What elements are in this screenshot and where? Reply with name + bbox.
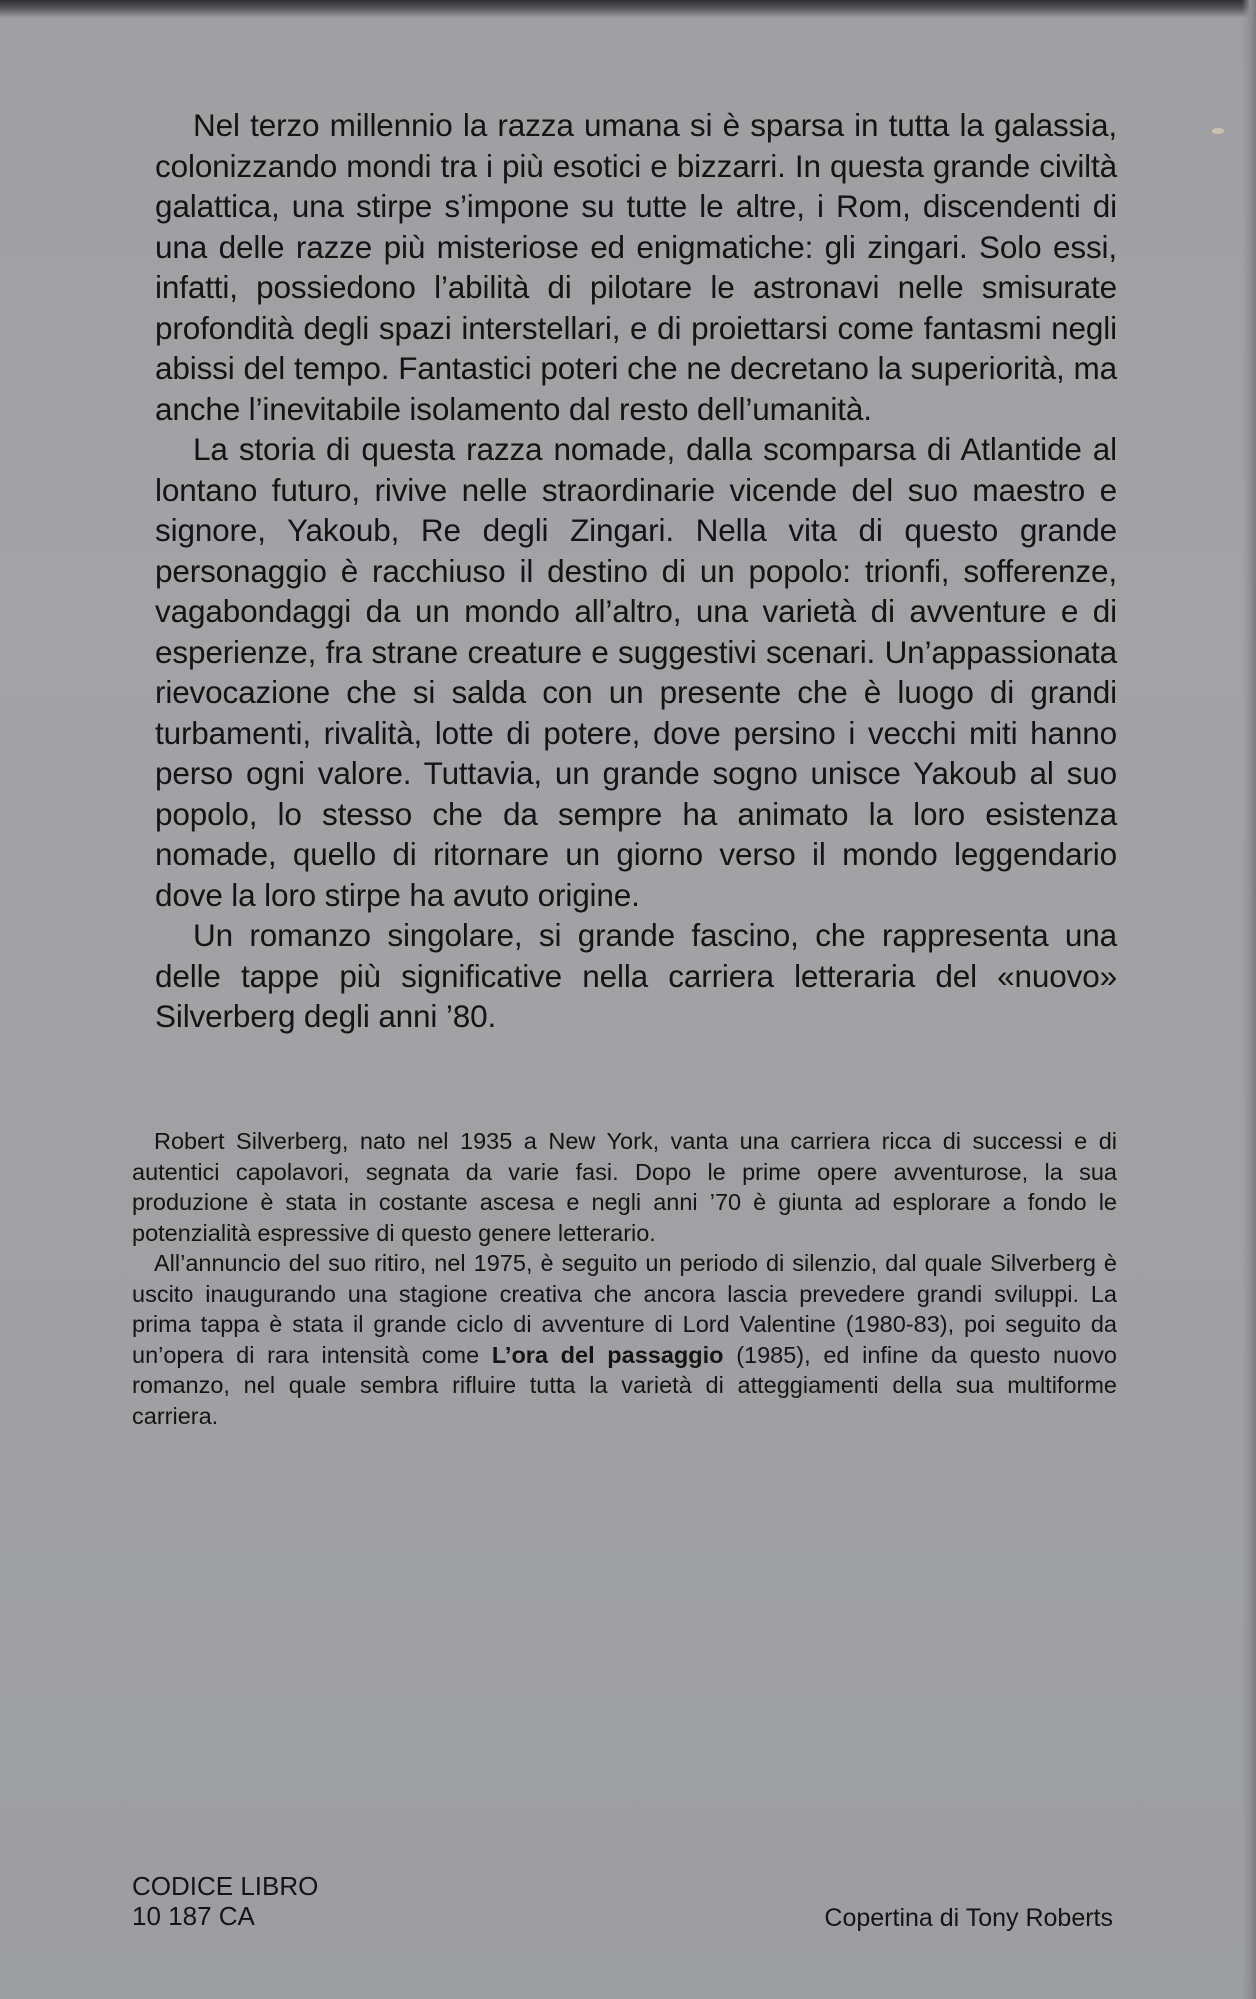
bio-text: All’annuncio del suo ritiro, nel 1975, è seguito un periodo di silenzio, dal quale Silverberg è uscito inaugurando una stagione creativa che ancora lascia prevedere grandi sviluppi. La prima tappa è stata il grande ciclo di avventure di Lord Valentine (1980-83), poi seguito da un’opera di rara intensità come: [132, 1250, 1117, 1368]
cover-credit: Copertina di Tony Roberts: [824, 1904, 1113, 1932]
book-code-label: CODICE LIBRO: [132, 1871, 319, 1901]
paper-speck: [1212, 128, 1224, 134]
bio-text: (1985), ed infine da questo nuovo romanzo, nel quale sembra rifluire tutta la varietà di atteggiamenti della sua multiforme carriera.: [132, 1341, 1118, 1429]
author-bio: [132, 1126, 1117, 1431]
author-bio-paragraph: [132, 1248, 1117, 1431]
synopsis-paragraph: Nel terzo millennio la razza umana si è sparsa in tutta la galassia, colonizzando mondi tra i più esotici e bizzarri. In questa grande civiltà galattica, una stirpe s’impone su tutte le altre, i Rom, discendenti di una delle razze più misteriose ed enigmatiche: gli zingari. Solo essi, infatti, possiedono l’abilità di pilotare le astronavi nelle smisurate profondità degli spazi interstellari, e di proiettarsi come fantasmi negli abissi del tempo. Fantastici poteri che ne decretano la superiorità, ma anche l’inevitabile isolamento dal resto dell’umanità.: [155, 107, 1117, 427]
book-code-value: 10 187 CA: [132, 1901, 255, 1931]
book-title-reference: L’ora del passaggio: [491, 1341, 724, 1368]
synopsis-text: [155, 105, 1117, 1037]
author-bio-paragraph: Robert Silverberg, nato nel 1935 a New York, vanta una carriera ricca di successi e di autentici capolavori, segnata da varie fasi. Dopo le prime opere avventurose, la sua produzione è stata in costante ascesa e negli anni ’70 è giunta ad esplorare a fondo le potenzialità espressive di questo genere letterario.: [132, 1128, 1117, 1246]
top-edge-shadow: [0, 0, 1256, 18]
synopsis-paragraph: La storia di questa razza nomade, dalla scomparsa di Atlantide al lontano futuro, rivive nelle straordinarie vicende del suo maestro e signore, Yakoub, Re degli Zingari. Nella vita di questo grande personaggio è racchiuso il destino di un popolo: trionfi, sofferenze, vagabondaggi da un mondo all’altro, una varietà di avventure e di esperienze, fra strane creature e suggestivi scenari. Un’appassionata rievocazione che si salda con un presente che è luogo di grandi turbamenti, rivalità, lotte di potere, dove persino i vecchi miti hanno perso ogni valore. Tuttavia, un grande sogno unisce Yakoub al suo popolo, lo stesso che da sempre ha animato la loro esistenza nomade, quello di ritornare un giorno verso il mondo leggendario dove la loro stirpe ha avuto origine.: [155, 431, 1117, 913]
synopsis-paragraph: Un romanzo singolare, si grande fascino, che rappresenta una delle tappe più significative nella carriera letteraria del «nuovo» Silverberg degli anni ’80.: [155, 917, 1117, 1034]
book-code: [132, 1871, 318, 1931]
right-edge-shadow: [1242, 0, 1256, 1999]
